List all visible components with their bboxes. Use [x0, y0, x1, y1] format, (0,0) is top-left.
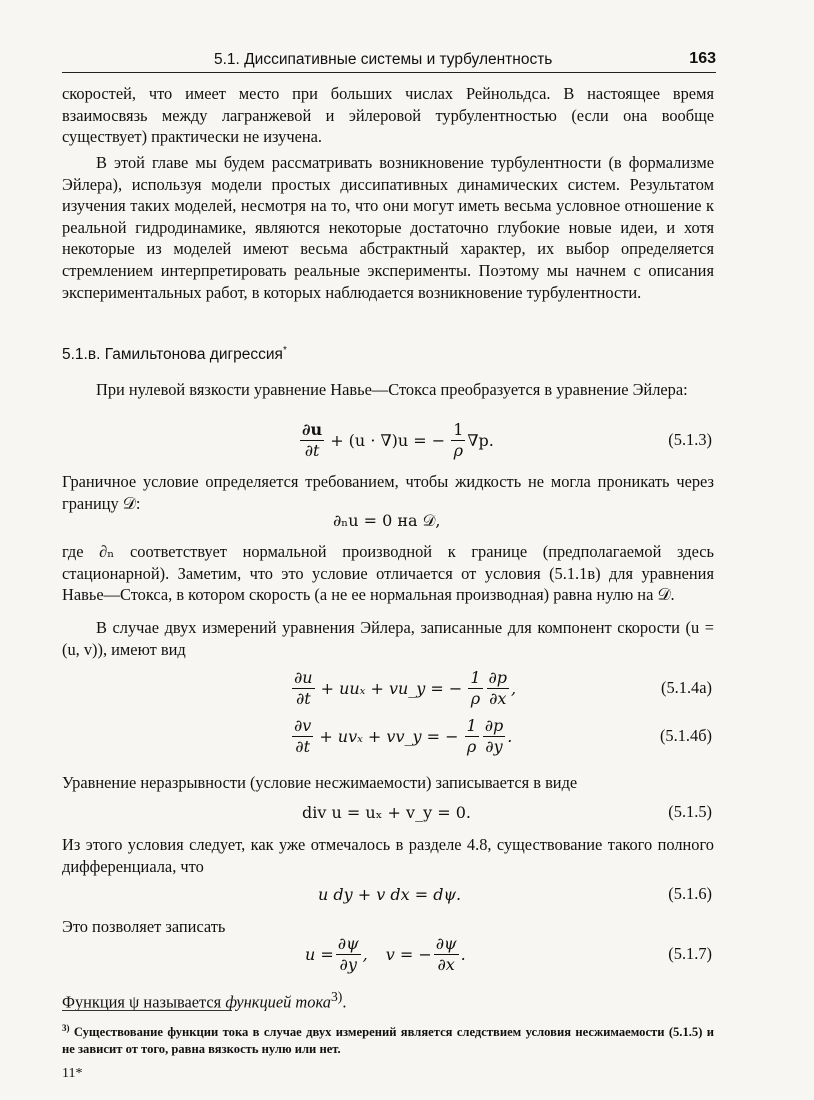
equation-number: (5.1.3): [668, 430, 712, 449]
footnote: [62, 1020, 714, 1058]
footnote-ref: 3): [330, 989, 343, 1004]
eq-text: div u = uₓ + v_y = 0.: [302, 802, 471, 822]
frac: [292, 716, 313, 757]
frac-num: 1: [466, 715, 477, 735]
frac: [434, 934, 459, 975]
equation-boundary: [0, 505, 814, 537]
frac: [487, 668, 510, 709]
eq-mid: + uvₓ + vv_y = −: [319, 726, 459, 746]
frac: [483, 716, 506, 757]
footnote-mark: 3): [62, 1023, 70, 1033]
equation-5-1-4b: [0, 708, 814, 764]
eq-lhs-u: u =: [305, 944, 334, 964]
section-heading: [62, 345, 287, 364]
equation-5-1-3: [0, 412, 814, 468]
frac: [292, 668, 315, 709]
eq-mid: + uuₓ + vu_y = −: [320, 678, 463, 698]
frac-den: ∂y: [485, 736, 503, 756]
eq-mid: + (u · ∇)u = −: [330, 430, 446, 450]
frac: [300, 420, 324, 461]
paragraph-differential: Из этого условия следует, как уже отмечалось в разделе 4.8, существование такого полного дифференциала, что: [62, 835, 714, 876]
frac-den: ∂y: [339, 954, 357, 974]
section-heading-text: 5.1.в. Гамильтонова дигрессия: [62, 346, 283, 364]
equation-number: (5.1.6): [668, 884, 712, 903]
stream-function-term: функцией тока: [225, 992, 331, 1012]
eq-text: u dy + v dx = dψ.: [318, 884, 462, 904]
eq-lhs-v: v = −: [385, 944, 432, 964]
section-heading-mark: *: [282, 345, 287, 356]
equation-number: (5.1.5): [668, 802, 712, 821]
equation-number: (5.1.4а): [661, 678, 712, 697]
eq-tail: ∇p.: [467, 430, 494, 450]
equation-5-1-5: [0, 796, 814, 828]
stream-function-prefix: Функция ψ называется: [62, 992, 226, 1012]
frac-num: ∂u: [294, 667, 313, 687]
equation-number: (5.1.7): [668, 944, 712, 963]
paragraph-intro: В этой главе мы будем рассматривать возникновение турбулентности (в формализме Эйлера), используя модели простых диссипативных динамических систем. Результатом изучения таких моделей, несмотря на то, что они могут иметь весьма условное отношение к реальной гидродинамике, являются некоторые достаточно глубокие новые идеи, и хотя некоторые из моделей имеют весьма абстрактный характер, их выбор определяется стремлением интерпретировать реальные эксперименты. Поэтому мы начнем с описания экспериментальных работ, в которых наблюдается возникновение турбулентности.: [62, 153, 714, 302]
frac-den: ∂t: [304, 440, 320, 460]
frac-num: ∂p: [484, 715, 504, 735]
equation-5-1-7: [0, 926, 814, 982]
frac-num: ∂u: [302, 419, 323, 439]
paragraph-continuity: Уравнение неразрывности (условие несжимаемости) записывается в виде: [62, 773, 578, 792]
frac-den: ρ: [453, 440, 463, 460]
frac-den: ∂x: [437, 954, 455, 974]
eq-separator: ,: [362, 944, 368, 964]
paragraph-normal-derivative: где ∂ₙ соответствует нормальной производной к границе (предполагаемой здесь стационарной). Заметим, что это условие отличается от условия (5.1.1в) для уравнения Навье—Стокса, в котором скорость (а не ее нормальная производная) равна нулю на 𝒟.: [62, 542, 714, 605]
frac-num: ∂p: [488, 667, 508, 687]
paragraph-allows: Это позволяет записать: [62, 917, 226, 936]
eq-text: ∂ₙu = 0 на 𝒟,: [333, 511, 441, 530]
footnote-rule: [62, 1010, 232, 1011]
eq-tail: .: [507, 726, 513, 746]
frac-num: ∂v: [294, 715, 312, 735]
frac-den: ∂x: [489, 688, 507, 708]
frac: [465, 716, 479, 757]
frac: [336, 934, 361, 975]
frac-den: ρ: [470, 688, 481, 708]
frac-den: ∂t: [295, 736, 310, 756]
eq-tail: ,: [511, 678, 517, 698]
paragraph-stream-function: [62, 986, 714, 1013]
equation-number: (5.1.4б): [659, 726, 712, 745]
paragraph-continuation: скоростей, что имеет место при больших числах Рейнольдса. В настоящее время взаимосвязь между лагранжевой и эйлеровой турбулентностью (если она вообще существует) практически не изучена.: [62, 84, 714, 147]
paragraph-euler-intro: При нулевой вязкости уравнение Навье—Стокса преобразуется в уравнение Эйлера:: [96, 380, 688, 399]
frac-num: ∂ψ: [435, 933, 457, 953]
stream-function-suffix: .: [342, 992, 347, 1012]
paragraph-boundary: Граничное условие определяется требованием, чтобы жидкость не могла проникать через границу 𝒟:: [62, 472, 714, 513]
footnote-text: Существование функции тока в случае двух измерений является следствием условия несжимаемости (5.1.5) и не зависит от того, равна вязкость нулю или нет.: [62, 1025, 714, 1057]
paragraph-two-dim: В случае двух измерений уравнения Эйлера, записанные для компонент скорости (u = (u, v)), имеют вид: [62, 618, 714, 659]
signature-mark: 11*: [62, 1066, 83, 1081]
running-title: 5.1. Диссипативные системы и турбулентность: [214, 51, 553, 68]
eq-tail: .: [460, 944, 466, 964]
frac-num: 1: [453, 419, 464, 439]
frac-num: 1: [470, 667, 481, 687]
frac-num: ∂ψ: [337, 933, 359, 953]
frac-den: ∂t: [295, 688, 311, 708]
frac: [468, 668, 482, 709]
frac: [451, 420, 465, 461]
equation-5-1-6: [0, 878, 814, 910]
page-number: 163: [689, 50, 716, 67]
running-head: [62, 50, 716, 73]
frac-den: ρ: [466, 736, 477, 756]
